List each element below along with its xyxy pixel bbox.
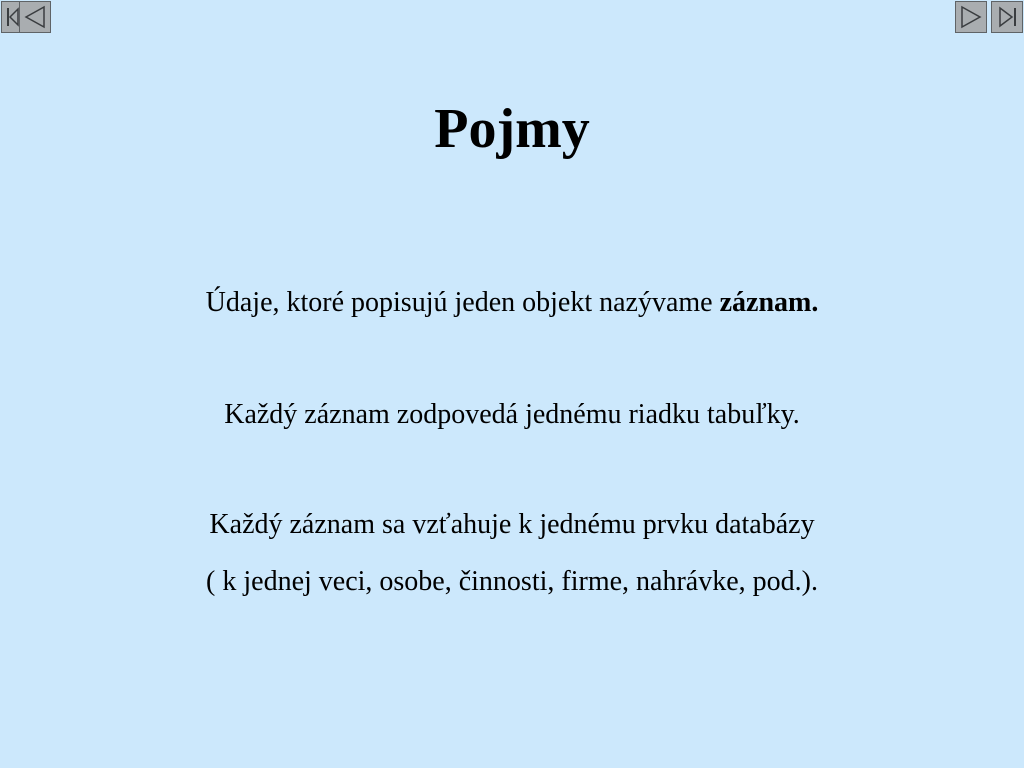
last-slide-icon — [992, 2, 1022, 32]
previous-slide-button[interactable] — [19, 1, 51, 33]
paragraph-record-row: Každý záznam zodpovedá jednému riadku tabuľky. — [224, 399, 800, 430]
previous-slide-icon — [20, 2, 50, 32]
last-slide-button[interactable] — [991, 1, 1023, 33]
slide-title: Pojmy — [434, 98, 590, 160]
paragraph-record-definition-text: Údaje, ktoré popisujú jeden objekt nazývame — [205, 287, 720, 318]
next-slide-button[interactable] — [955, 1, 987, 33]
next-slide-icon — [956, 2, 986, 32]
paragraph-record-examples: ( k jednej veci, osobe, činnosti, firme, nahrávke, pod.). — [206, 566, 818, 597]
paragraph-record-element: Každý záznam sa vzťahuje k jednému prvku databázy — [209, 509, 815, 540]
paragraph-record-definition — [0, 286, 1024, 320]
term-record: záznam. — [719, 287, 819, 318]
